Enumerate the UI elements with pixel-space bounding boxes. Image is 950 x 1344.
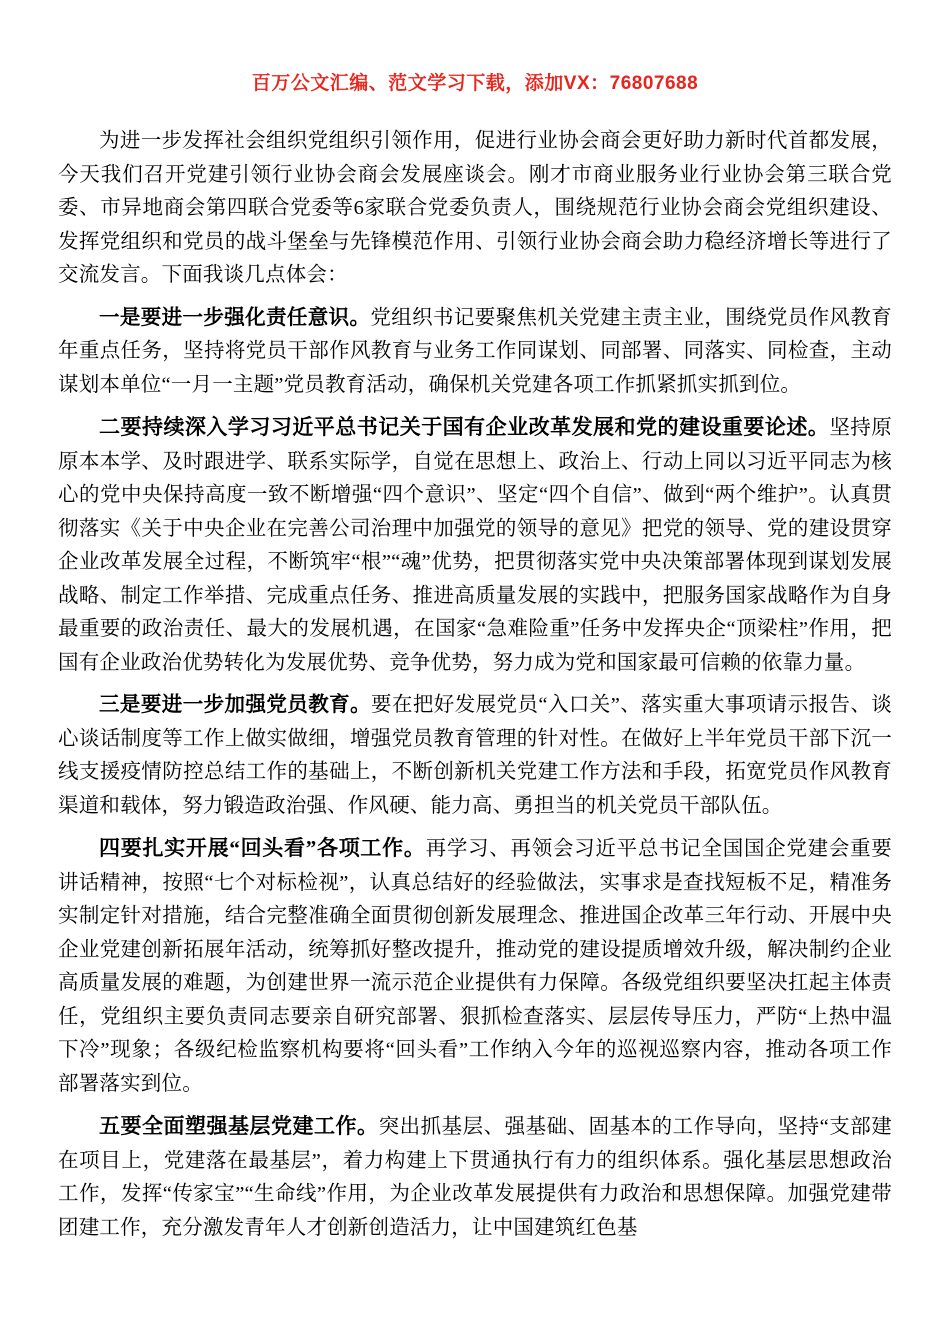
paragraph-text: 突出抓基层、强基础、固基本的工作导向，坚持“支部建在项目上，党建落在最基层”，着力构建上下贯通执行有力的组织体系。强化基层思想政治工作，发挥“传家宝”“生命线”作用，为企业改革发展提供有力政治和思想保障。加强党建带团建工作，充分激发青年人才创新创造活力，让中国建筑红色基 (58, 1116, 892, 1239)
paragraph-lead: 五要全面塑强基层党建工作。 (99, 1114, 379, 1138)
paragraph-lead: 四要扎实开展“回头看”各项工作。 (99, 836, 426, 860)
paragraph-point-five (58, 1110, 892, 1245)
paragraph-intro (58, 125, 892, 293)
document-body (58, 125, 892, 1245)
paragraph-text: 坚持原原本本学、及时跟进学、联系实际学，自觉在思想上、政治上、行动上同以习近平同志为核心的党中央保持高度一致不断增强“四个意识”、坚定“四个自信”、做到“两个维护”。认真贯彻落实《关于中央企业在完善公司治理中加强党的领导的意见》把党的领导、党的建设贯穿企业改革发展全过程，不断筑牢“根”“魂”优势，把贯彻落实党中央决策部署体现到谋划发展战略、制定工作举措、完成重点任务、推进高质量发展的实践中，把服务国家战略作为自身最重要的政治责任、最大的发展机遇，在国家“急难险重”任务中发挥央企“顶梁柱”作用，把国有企业政治优势转化为发展优势、竞争优势，努力成为党和国家最可信赖的依靠力量。 (58, 417, 893, 674)
promo-banner: 百万公文汇编、范文学习下载，添加VX：76807688 (251, 73, 699, 94)
paragraph-point-three (58, 689, 892, 823)
paragraph-lead: 三是要进一步加强党员教育。 (99, 694, 372, 716)
paragraph-text: 要在把好发展党员“入口关”、落实重大事项请示报告、谈心谈话制度等工作上做实做细，增强党员教育管理的针对性。在做好上半年党员干部下沉一线支援疫情防控总结工作的基础上，不断创新机关党建工作方法和手段，拓宽党员作风教育渠道和载体，努力锻造政治强、作风硬、能力高、勇担当的机关党员干部队伍。 (58, 694, 892, 817)
paragraph-text: 为进一步发挥社会组织党组织引领作用，促进行业协会商会更好助力新时代首都发展，今天我们召开党建引领行业协会商会发展座谈会。刚才市商业服务业行业协会第三联合党委、市异地商会第四联合党委等6家联合党委负责人，围绕规范行业协会商会党组织建设、发挥党组织和党员的战斗堡垒与先锋模范作用、引领行业协会商会助力稳经济增长等进行了交流发言。下面我谈几点体会： (58, 130, 892, 286)
paragraph-text: 党组织书记要聚焦机关党建主责主业，围绕党员作风教育年重点任务，坚持将党员干部作风教育与业务工作同谋划、同部署、同落实、同检查，主动谋划本单位“一月一主题”党员教育活动，确保机关党建各项工作抓紧抓实抓到位。 (58, 306, 893, 396)
paragraph-point-two (58, 411, 892, 680)
paragraph-point-one (58, 302, 892, 403)
paragraph-lead: 一是要进一步强化责任意识。 (99, 306, 371, 329)
paragraph-text: 再学习、再领会习近平总书记全国国企党建会重要讲话精神，按照“七个对标检视”，认真总结好的经验做法，实事求是查找短板不足，精准务实制定针对措施，结合完整准确全面贯彻创新发展理念、推进国企改革三年行动、开展中央企业党建创新拓展年活动，统筹抓好整改提升，推动党的建设提质增效升级，解决制约企业高质量发展的难题，为创建世界一流示范企业提供有力保障。各级党组织要坚决扛起主体责任，党组织主要负责同志要亲自研究部署、狠抓检查落实、层层传导压力，严防“上热中温下冷”现象；各级纪检监察机构要将“回头看”工作纳入今年的巡视巡察内容，推动各项工作部署落实到位。 (58, 838, 892, 1095)
paragraph-lead: 二要持续深入学习习近平总书记关于国有企业改革发展和党的建设重要论述。 (99, 415, 830, 439)
paragraph-point-four (58, 832, 892, 1101)
